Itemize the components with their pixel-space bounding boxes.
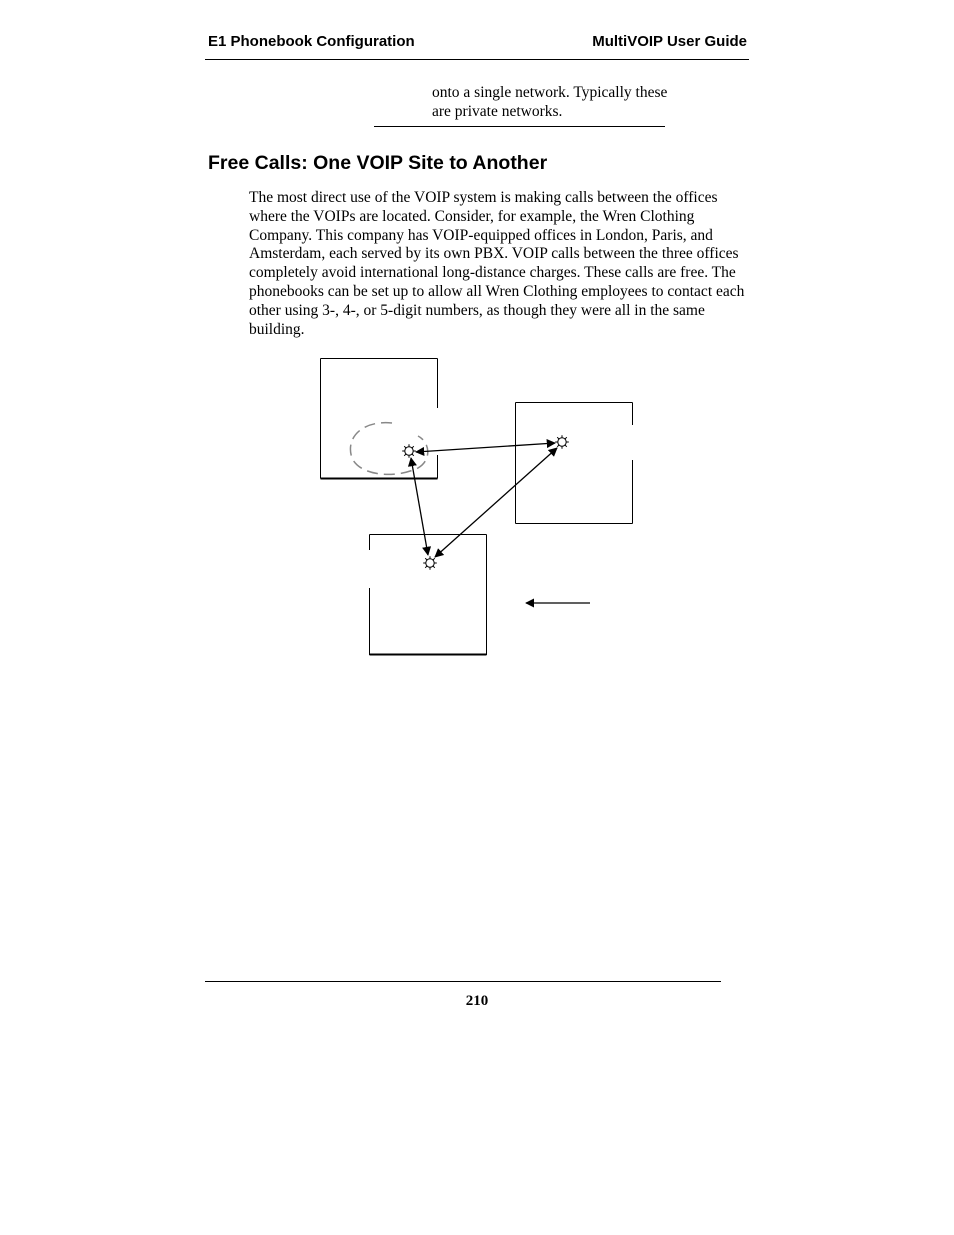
link-2-3 [435,448,557,557]
header-divider [205,59,749,60]
pbx-oval [350,423,427,475]
voip-node-icon [402,444,416,458]
office-box-1 [321,359,438,479]
header-section-title: E1 Phonebook Configuration [208,33,415,50]
office-box-2 [516,403,633,524]
link-1-2 [416,443,555,452]
body-paragraph: The most direct use of the VOIP system is making calls between the offices where the VOIPs are located. Consider, for example, the Wren Clothing Company. This company has VOIP-equipped offices in London, Paris, and Amsterdam, each served by its own PBX. VOIP calls between the three offices completely avoid international long-distance charges. These calls are free. The phonebooks can be set up to allow all Wren Clothing employees to contact each other using 3-, 4-, or 5-digit numbers, as though they were all in the same building. [249,189,745,338]
page-number: 210 [465,993,489,1009]
carryover-divider [374,126,665,127]
footer-divider [205,981,721,982]
header-guide-title: MultiVOIP User Guide [592,33,747,50]
carryover-text: onto a single network. Typically these are private networks. [432,84,668,120]
voip-network-diagram [300,350,660,670]
voip-node-icon [423,556,437,570]
link-1-3 [411,458,428,555]
voip-node-icon [555,435,569,449]
section-heading: Free Calls: One VOIP Site to Another [208,152,548,174]
